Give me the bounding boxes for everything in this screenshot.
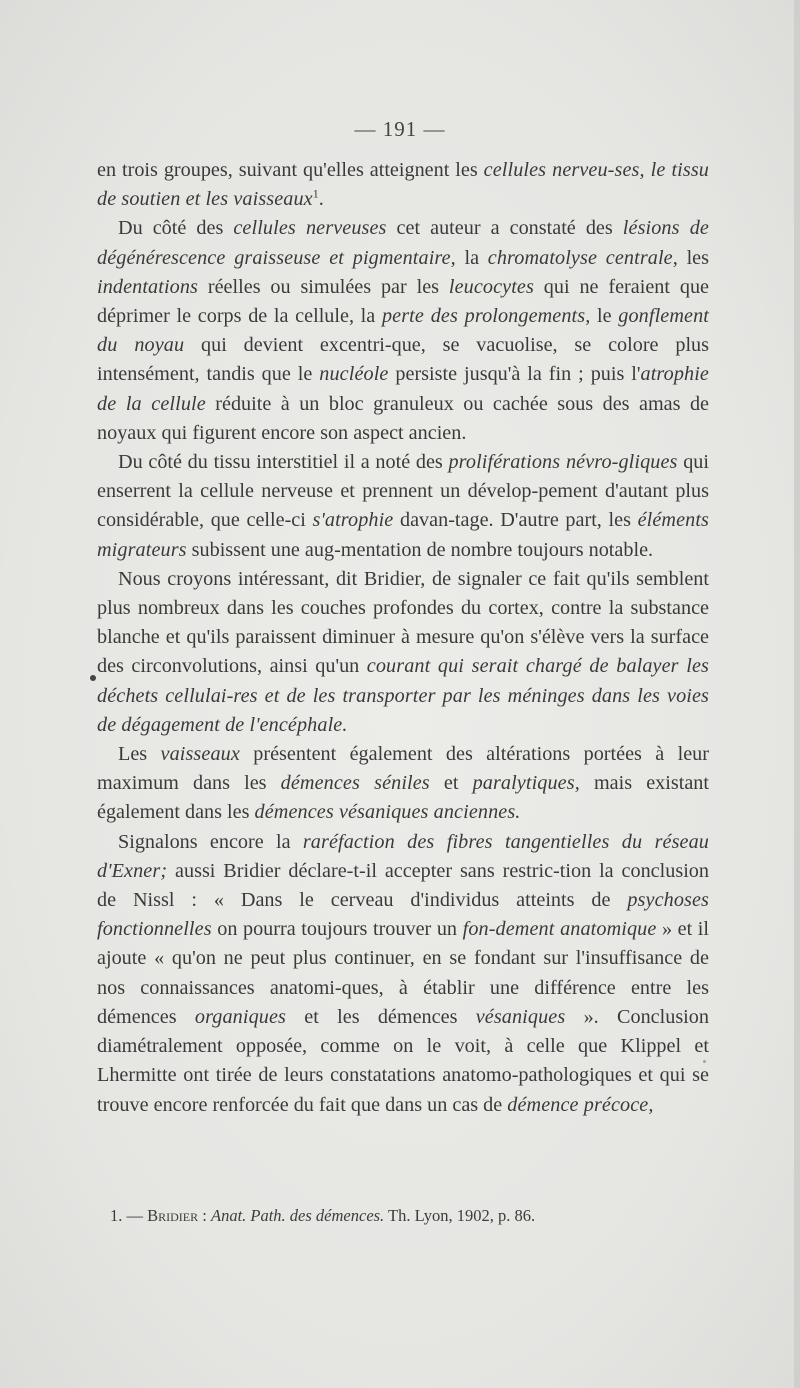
text-segment: qui devient excentri-que, se vacuolise, se colore plus intensément, tandis que le xyxy=(97,334,709,386)
text-segment: qui enserrent la cellule nerveuse et prennent un dévelop-pement d'autant plus considérable, que celle-ci xyxy=(97,451,710,532)
footnote xyxy=(110,1205,710,1227)
text-segment: on pourra toujours trouver un xyxy=(211,918,463,941)
text-segment: présentent également des altérations portées à leur maximum dans les xyxy=(97,743,709,795)
text-segment: la xyxy=(455,246,488,269)
text-segment: cet auteur a constaté des xyxy=(386,217,623,240)
text-segment: et les démences xyxy=(285,1005,476,1028)
italic-text: démences vésaniques anciennes. xyxy=(254,801,521,824)
text-segment: » et il ajoute « qu'on ne peut plus continuer, en se fondant sur l'insuffisance de nos connaissances anatomi-ques, à établir une différence entre les démences xyxy=(97,918,710,1028)
text-segment: réelles ou simulées par les xyxy=(198,275,449,298)
text-segment: en trois groupes, suivant qu'elles atteignent les xyxy=(97,159,484,181)
body-text xyxy=(97,156,709,1120)
italic-text: psychoses fonctionnelles xyxy=(97,889,709,941)
italic-text: gonflement du noyau xyxy=(97,305,709,357)
text-segment: Nous croyons intéressant, dit Bridier, de signaler ce fait qu'ils semblent plus nombreux dans les couches profondes du cortex, contre la substance blanche et qu'ils paraissent diminuer à mesure qu'on s'élève vers la surface des circonvolutions, ainsi qu'un xyxy=(97,567,709,678)
paper-blemish xyxy=(703,1060,706,1063)
text-segment: persiste jusqu'à la fin ; puis l' xyxy=(388,363,641,386)
text-segment: . xyxy=(318,188,324,211)
page-edge-shadow xyxy=(794,0,800,1388)
text-segment: qui ne feraient que déprimer le corps de la cellule, la xyxy=(97,275,709,328)
footnote-rest: Th. Lyon, 1902, p. 86. xyxy=(384,1206,536,1225)
italic-text: paralytiques, xyxy=(472,772,580,795)
italic-text: organiques xyxy=(194,1005,286,1028)
text-segment: mais existant également dans les xyxy=(97,772,709,824)
text-segment: subissent une aug-mentation de nombre toujours notable. xyxy=(186,538,654,561)
text-segment: Les xyxy=(118,743,161,766)
italic-text: cellules nerveu-ses, le tissu de soutien et les vaisseaux xyxy=(97,159,709,211)
text-segment: Du côté du tissu interstitiel il a noté des xyxy=(118,451,449,474)
text-segment: aussi Bridier déclare-t-il accepter sans restric-tion la conclusion de Nissl : « Dans le cerveau d'individus atteints de xyxy=(97,859,709,912)
text-segment: davan-tage. D'autre part, les xyxy=(393,509,638,532)
footnote-author: Bridier xyxy=(147,1206,199,1225)
italic-text: perte des prolongements, xyxy=(381,305,591,328)
italic-text: proliférations névro-gliques xyxy=(448,451,678,474)
footnote-separator: : xyxy=(198,1206,211,1225)
italic-text: atrophie de la cellule xyxy=(97,363,709,415)
italic-text: lésions de dégénérescence graisseuse et pigmentaire, xyxy=(97,217,709,269)
italic-text: démence précoce, xyxy=(507,1093,654,1116)
italic-text: indentations xyxy=(97,275,199,298)
italic-text: fon-dement anatomique xyxy=(462,918,657,941)
footnote-dash: — xyxy=(126,1206,143,1225)
italic-text: raréfaction des fibres tangentielles du réseau d'Exner; xyxy=(97,830,709,882)
italic-text: vaisseaux xyxy=(160,743,240,766)
paragraph xyxy=(97,214,709,448)
italic-text: chromatolyse centrale, xyxy=(487,246,678,269)
italic-text: s'atrophie xyxy=(312,509,394,532)
footnote-title: Anat. Path. des démences. xyxy=(210,1206,385,1225)
text-segment: réduite à un bloc granuleux ou cachée sous des amas de noyaux qui figurent encore son aspect ancien. xyxy=(97,392,709,444)
paragraph xyxy=(97,156,709,214)
margin-mark xyxy=(90,675,96,681)
page-number-header: — 191 — xyxy=(354,117,446,141)
italic-text: nucléole xyxy=(319,363,389,386)
italic-text: vésaniques xyxy=(475,1005,566,1028)
italic-text: courant qui serait chargé de balayer les déchets cellulai-res et de les transporter par les méninges dans les voies de dégagement de l'encéphale. xyxy=(97,655,709,736)
text-segment: les xyxy=(677,246,710,269)
text-segment: Du côté des xyxy=(118,217,234,240)
text-segment: ». Conclusion diamétralement opposée, comme on le voit, à celle que Klippel et Lhermitte ont tirée de leurs constatations anatomo-pathologiques et qui se trouve encore renforcée du fait que dans un cas de xyxy=(97,1005,709,1116)
paragraph xyxy=(97,828,709,1120)
footnote-number: 1. xyxy=(110,1206,123,1225)
italic-text: leucocytes xyxy=(448,275,534,298)
text-segment: le xyxy=(590,305,619,328)
italic-text: éléments migrateurs xyxy=(97,509,709,561)
italic-text: cellules nerveuses xyxy=(233,217,387,240)
paragraph xyxy=(97,740,709,828)
footnote-ref: 1 xyxy=(312,186,319,201)
paragraph xyxy=(97,565,709,740)
text-segment: Signalons encore la xyxy=(118,830,303,853)
paragraph xyxy=(97,448,709,565)
italic-text: démences séniles xyxy=(280,772,430,795)
text-segment: et xyxy=(429,772,473,795)
